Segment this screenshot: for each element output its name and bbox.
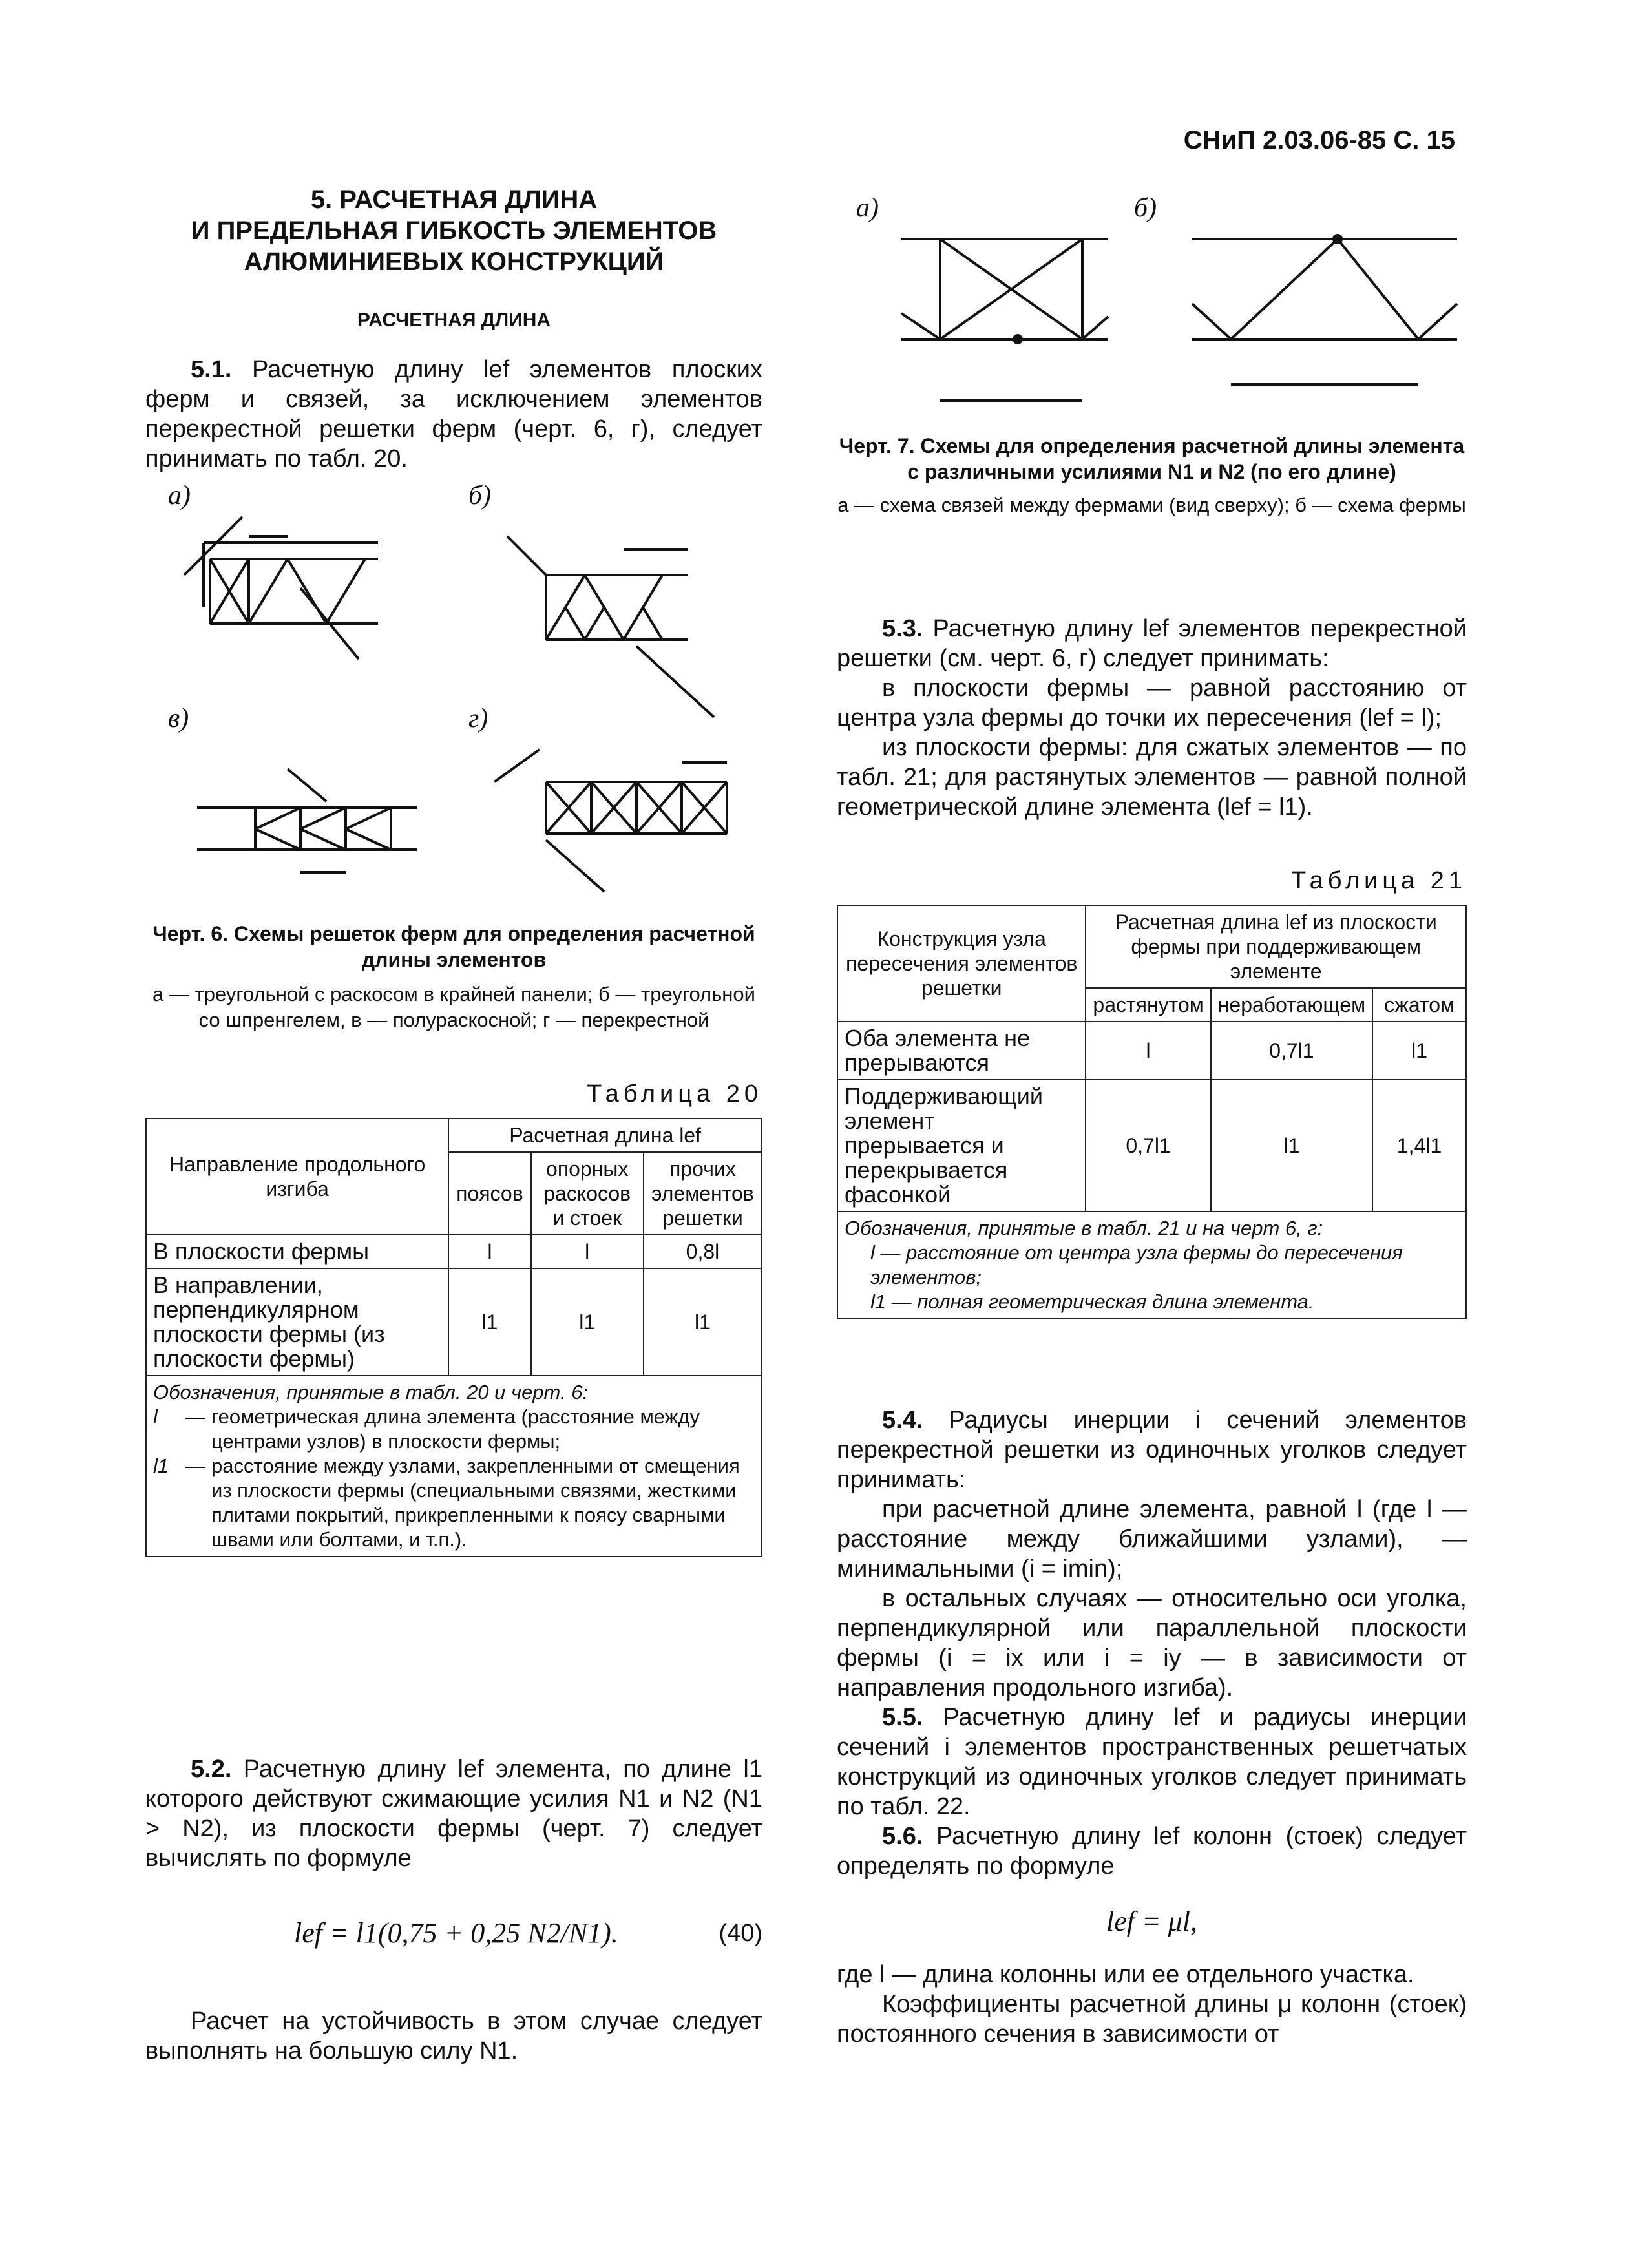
note-text: расстояние между узлами, закрепленными от смещения из плоскости фермы (специальными связями, жесткими плитами покрытий, прикрепленными к поясу сварными швами или болтами, и т.п.). — [211, 1454, 740, 1551]
table-21-cell: 1,4l1 — [1372, 1080, 1466, 1212]
table-20-header-col: опорных раскосов и стоек — [531, 1152, 644, 1235]
table-21-cell: l1 — [1211, 1080, 1372, 1212]
paragraph-text: Радиусы инерции i сечений элементов перекрестной решетки из одиночных уголков следует принимать: — [837, 1407, 1467, 1493]
paragraph-5-2-continued: Расчет на устойчивость в этом случае следует выполнять на большую силу N1. — [145, 2008, 762, 2064]
fig6-label-v: в) — [168, 704, 189, 733]
paragraph-5-6-continued: Коэффициенты расчетной длины μ колонн (стоек) постоянного сечения в зависимости от — [837, 1991, 1467, 2048]
table-21-header-group: Расчетная длина lef из плоскости фермы при поддерживающем элементе — [1086, 905, 1466, 988]
table-20-note: l1 — расстояние между узлами, закрепленными от смещения из плоскости фермы (специальными связями, жесткими плитами покрытий, прикрепленными к поясу сварными швами или болтами, и т.п.). — [153, 1454, 755, 1552]
paragraphs-5-4-to-5-6 — [837, 1405, 1467, 2049]
section-title-line: АЛЮМИНИЕВЫХ КОНСТРУКЦИЙ — [244, 247, 664, 276]
paragraph-5-6 — [837, 1822, 1467, 1881]
formula-mu: lef = μl, — [1106, 1906, 1197, 1937]
note-symbol: l1 — [153, 1454, 169, 1477]
table-21-cell: l1 — [1372, 1022, 1466, 1080]
figure-7-diagrams — [837, 187, 1470, 433]
figure-7-caption: Черт. 7. Схемы для определения расчетной длины элемента с различными усилиями N1 и N2 (по его длине) — [839, 434, 1465, 483]
paragraph-number: 5.6. — [882, 1823, 923, 1850]
paragraph-5-4 — [837, 1405, 1467, 1495]
paragraph-text: Расчетную длину lef колонн (стоек) следует определять по формуле — [837, 1823, 1467, 1880]
table-21-notes — [837, 1212, 1466, 1319]
fig6-label-b: б) — [468, 481, 492, 510]
paragraph-text: Расчетную длину lef элемента, по длине l1 которого действуют сжимающие усилия N1 и N2 (N1 > N2), из плоскости фермы (черт. 7) следует вычислять по формуле — [145, 1756, 762, 1872]
paragraph-text: Расчетную длину lef элементов плоских ферм и связей, за исключением элементов перекрестной решетки ферм (черт. 6, г), следует принимать по табл. 20. — [145, 356, 763, 472]
table-20-cell: l — [448, 1235, 530, 1268]
truss-scheme-b — [507, 536, 714, 717]
table-20-note: l — геометрическая длина элемента (расстояние между центрами узлов) в плоскости фермы; — [153, 1405, 755, 1454]
subsection-title: РАСЧЕТНАЯ ДЛИНА — [357, 310, 551, 331]
paragraph-5-2-block — [145, 1754, 762, 2066]
section-title-line: 5. РАСЧЕТНАЯ ДЛИНА — [310, 185, 598, 214]
paragraph-5-3-a: в плоскости фермы — равной расстоянию от центра узла фермы до точки их пересечения (lef = l); — [837, 675, 1467, 731]
paragraph-5-1 — [145, 355, 762, 474]
table-row — [837, 1080, 1466, 1212]
paragraph-5-3-b: из плоскости фермы: для сжатых элементов — по табл. 21; для растянутых элементов — равной полной геометрической длине элемента (lef = l1). — [837, 734, 1467, 821]
formula-40-row — [145, 1918, 762, 1948]
table-20-row-name: В плоскости фермы — [146, 1235, 448, 1268]
paragraph-number: 5.3. — [882, 615, 923, 642]
table-21-header-col: растянутом — [1086, 988, 1210, 1022]
table-20-label: Таблица 20 — [587, 1080, 762, 1108]
table-20-notes-title: Обозначения, принятые в табл. 20 и черт. 6: — [153, 1381, 589, 1403]
table-row — [146, 1235, 762, 1268]
paragraph-5-5 — [837, 1703, 1467, 1822]
section-title — [145, 184, 762, 277]
table-20-header-group: Расчетная длина lef — [448, 1118, 762, 1152]
truss-scheme-a — [184, 517, 378, 659]
table-21-header-col: сжатом — [1372, 988, 1466, 1022]
figure-6-caption-block — [145, 921, 762, 1033]
table-20-cell: l1 — [448, 1268, 530, 1376]
paragraph-text: Расчетную длину lef элементов перекрестной решетки (см. черт. 6, г) следует принимать: — [837, 615, 1467, 672]
paragraph-where-l: где l — длина колонны или ее отдельного участка. — [837, 1961, 1414, 1988]
paragraph-5-4-b: в остальных случаях — относительно оси уголка, перпендикулярной или параллельной плоскости фермы (i = ix или i = iy — в зависимости от направления продольного изгиба). — [837, 1585, 1467, 1701]
figure-6-caption: Черт. 6. Схемы решеток ферм для определения расчетной длины элементов — [152, 922, 755, 971]
table-20-header-direction: Направление продольного изгиба — [146, 1118, 448, 1235]
paragraph-number: 5.1. — [191, 356, 232, 383]
table-row — [837, 1022, 1466, 1080]
paragraph-number: 5.5. — [882, 1704, 923, 1731]
note-text: геометрическая длина элемента (расстояние между центрами узлов) в плоскости фермы; — [211, 1405, 700, 1453]
table-21 — [837, 905, 1467, 1319]
table-20-cell: 0,8l — [644, 1235, 762, 1268]
figure-6-diagrams — [145, 478, 766, 918]
paragraph-number: 5.4. — [882, 1407, 923, 1434]
page-header: СНиП 2.03.06-85 С. 15 — [1183, 126, 1455, 154]
table-21-cell: l — [1086, 1022, 1210, 1080]
table-row — [146, 1268, 762, 1376]
table-21-header-node: Конструкция узла пересечения элементов решетки — [837, 905, 1086, 1022]
truss-scheme-fig7-b — [1192, 235, 1457, 384]
fig6-label-a: а) — [168, 481, 191, 510]
table-21-row-name: Поддерживающий элемент прерывается и перекрывается фасонкой — [837, 1080, 1086, 1212]
fig6-label-g: г) — [468, 704, 488, 733]
paragraph-5-3 — [837, 614, 1467, 673]
table-21-header-col: неработающем — [1211, 988, 1372, 1022]
figure-6-subcaption: а — треугольной с раскосом в крайней панели; б — треугольной со шпренгелем, в — полураскосной; г — перекрестной — [152, 983, 755, 1031]
table-20-notes — [146, 1376, 762, 1557]
paragraph-5-3-block — [837, 614, 1467, 822]
formula-40: lef = l1(0,75 + 0,25 N2/N1). — [294, 1917, 618, 1949]
paragraph-5-4-a: при расчетной длине элемента, равной l (где l — расстояние между ближайшими узлами), — минимальными (i = imin); — [837, 1496, 1467, 1582]
section-title-line: И ПРЕДЕЛЬНАЯ ГИБКОСТЬ ЭЛЕМЕНТОВ — [191, 216, 717, 245]
table-20-header-col: прочих элементов решетки — [644, 1152, 762, 1235]
table-20-cell: l1 — [531, 1268, 644, 1376]
paragraph-5-2 — [145, 1754, 762, 1873]
figure-7-caption-block — [837, 433, 1467, 518]
formula-40-number: (40) — [719, 1920, 762, 1947]
table-21-note: l — расстояние от центра узла фермы до пересечения элементов; — [870, 1241, 1403, 1288]
table-21-cell: 0,7l1 — [1211, 1022, 1372, 1080]
truss-scheme-v — [197, 769, 417, 872]
bracing-scheme-a — [901, 239, 1108, 401]
fig7-label-a: а) — [856, 193, 879, 223]
table-20-row-name: В направлении, перпендикулярном плоскости фермы (из плоскости фермы) — [146, 1268, 448, 1376]
left-column — [145, 184, 762, 474]
table-21-label: Таблица 21 — [1291, 867, 1467, 894]
fig7-label-b: б) — [1134, 193, 1157, 223]
table-20 — [145, 1118, 762, 1557]
table-21-row-name: Оба элемента не прерываются — [837, 1022, 1086, 1080]
figure-7-subcaption: а — схема связей между фермами (вид сверху); б — схема фермы — [837, 494, 1466, 516]
note-symbol: l — [153, 1405, 158, 1428]
table-21-cell: 0,7l1 — [1086, 1080, 1210, 1212]
table-20-cell: l — [531, 1235, 644, 1268]
paragraph-number: 5.2. — [191, 1756, 232, 1783]
table-20-block — [145, 1079, 762, 1557]
table-21-notes-title: Обозначения, принятые в табл. 21 и на черт 6, г: — [845, 1217, 1323, 1239]
paragraph-text: Расчетную длину lef и радиусы инерции сечений i элементов пространственных решетчатых конструкций из одиночных уголков следует принимать по табл. 22. — [837, 1704, 1467, 1820]
table-21-note: l1 — полная геометрическая длина элемента. — [870, 1290, 1314, 1313]
table-20-cell: l1 — [644, 1268, 762, 1376]
table-20-header-col: поясов — [448, 1152, 530, 1235]
truss-scheme-g — [494, 750, 727, 892]
table-21-block — [837, 866, 1467, 1319]
